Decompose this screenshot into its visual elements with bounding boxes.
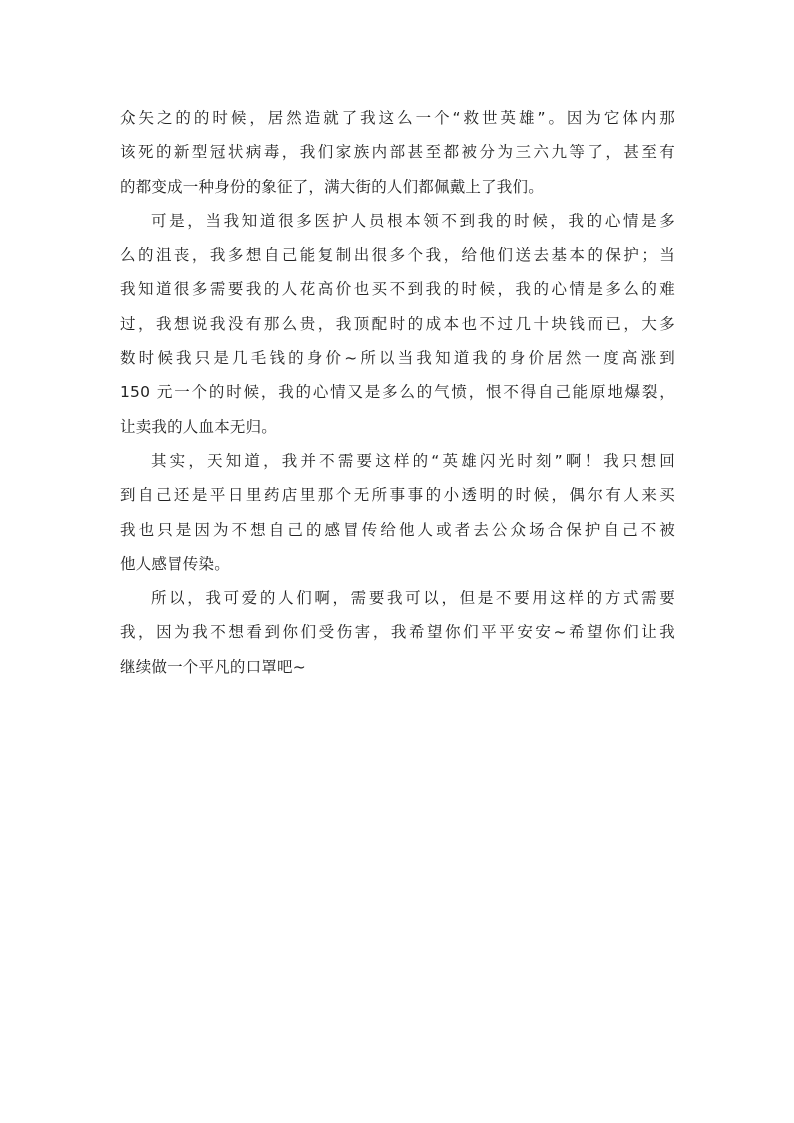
paragraph-line: 数时候我只是几毛钱的身价~所以当我知道我的身价居然一度高涨到	[120, 349, 675, 368]
paragraph-line: 其实，天知道，我并不需要这样的“英雄闪光时刻”啊！我只想回	[151, 451, 675, 470]
paragraph-line: 我知道很多需要我的人花高价也买不到我的时候，我的心情是多么的难	[120, 280, 675, 299]
paragraph-line: 过，我想说我没有那么贵，我顶配时的成本也不过几十块钱而已，大多	[120, 314, 675, 333]
paragraph-line: 我也只是因为不想自己的感冒传给他人或者去公众场合保护自己不被	[120, 520, 675, 539]
paragraph-line: 继续做一个平凡的口罩吧~	[120, 657, 306, 676]
paragraph-line: 么的沮丧，我多想自己能复制出很多个我，给他们送去基本的保护；当	[120, 246, 675, 265]
paragraph-line: 150 元一个的时候，我的心情又是多么的气愤，恨不得自己能原地爆裂，	[120, 383, 675, 402]
document-body	[120, 101, 675, 684]
paragraph-line: 我，因为我不想看到你们受伤害，我希望你们平平安安~希望你们让我	[120, 623, 675, 642]
paragraph-line: 他人感冒传染。	[120, 554, 230, 573]
paragraph-line: 到自己还是平日里药店里那个无所事事的小透明的时候，偶尔有人来买	[120, 486, 675, 505]
paragraph-line: 可是，当我知道很多医护人员根本领不到我的时候，我的心情是多	[151, 211, 675, 230]
paragraph-line: 的都变成一种身份的象征了，满大街的人们都佩戴上了我们。	[120, 177, 544, 196]
paragraph-line: 让卖我的人血本无归。	[120, 417, 278, 436]
paragraph-line: 众矢之的的时候，居然造就了我这么一个“救世英雄”。因为它体内那	[120, 109, 675, 127]
paragraph-line: 所以，我可爱的人们啊，需要我可以，但是不要用这样的方式需要	[151, 589, 675, 608]
paragraph-line: 该死的新型冠状病毒，我们家族内部甚至都被分为三六九等了，甚至有	[120, 143, 675, 162]
